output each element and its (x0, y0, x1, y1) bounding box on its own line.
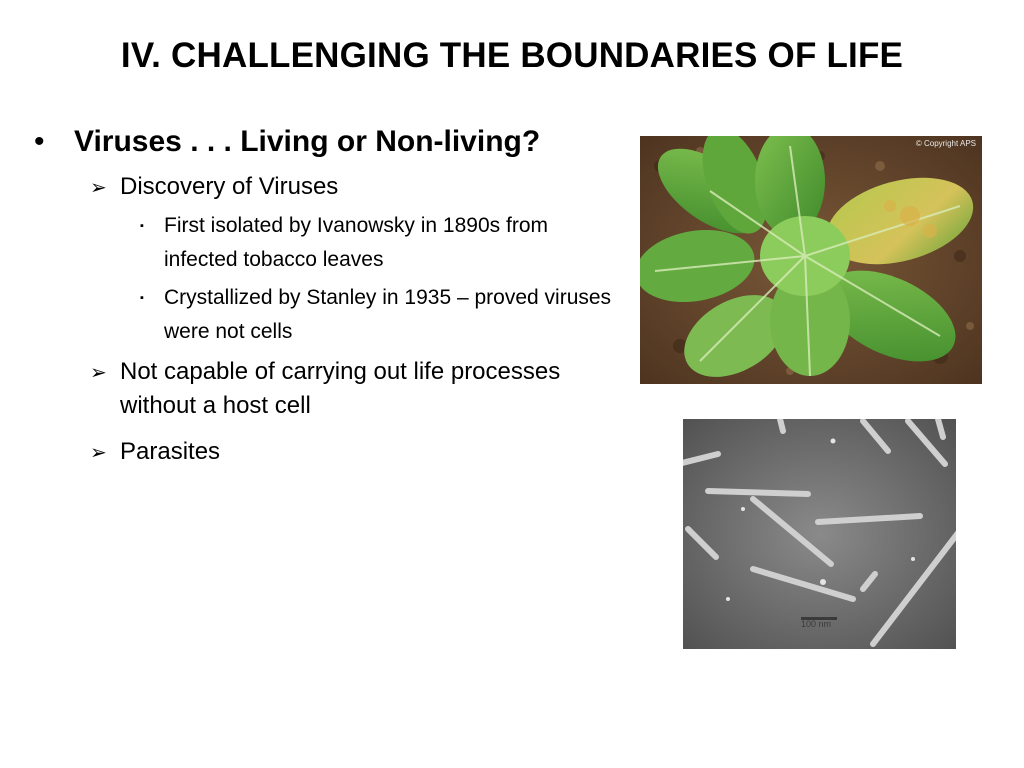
subsubbullet-ivanowsky (140, 209, 614, 277)
bullet-list (34, 120, 614, 470)
subbullet-host-cell (90, 355, 614, 423)
bullet-main (34, 120, 614, 164)
subsubbullet-stanley-text: Crystallized by Stanley in 1935 – proved viruses were not cells (164, 286, 612, 343)
bullet-dot-icon: • (34, 125, 45, 158)
arrow-bullet-icon: ➢ (90, 362, 107, 384)
tmv-rods-illustration (683, 419, 956, 649)
arrow-bullet-icon: ➢ (90, 442, 107, 464)
subbullet-host-cell-text: Not capable of carrying out life processes without a host cell (120, 358, 561, 419)
copyright-label: © Copyright APS (915, 139, 976, 148)
arrow-bullet-icon: ➢ (90, 177, 107, 199)
tobacco-plant-illustration (640, 136, 982, 384)
subbullet-discovery-text: Discovery of Viruses (120, 173, 339, 200)
virus-micrograph (683, 419, 956, 649)
scale-bar-label: 100 nm (801, 619, 832, 629)
square-bullet-icon: ▪ (140, 220, 144, 232)
subbullet-parasites (90, 435, 614, 470)
slide-title: IV. CHALLENGING THE BOUNDARIES OF LIFE (120, 36, 904, 75)
subbullet-discovery (90, 170, 614, 205)
subsubbullet-stanley (140, 281, 614, 349)
subsubbullet-ivanowsky-text: First isolated by Ivanowsky in 1890s from infected tobacco leaves (164, 214, 548, 271)
bullet-main-text: Viruses . . . Living or Non-living? (74, 125, 541, 158)
square-bullet-icon: ▪ (140, 292, 144, 304)
subbullet-parasites-text: Parasites (120, 438, 221, 465)
tobacco-leaves-photo (640, 136, 982, 384)
